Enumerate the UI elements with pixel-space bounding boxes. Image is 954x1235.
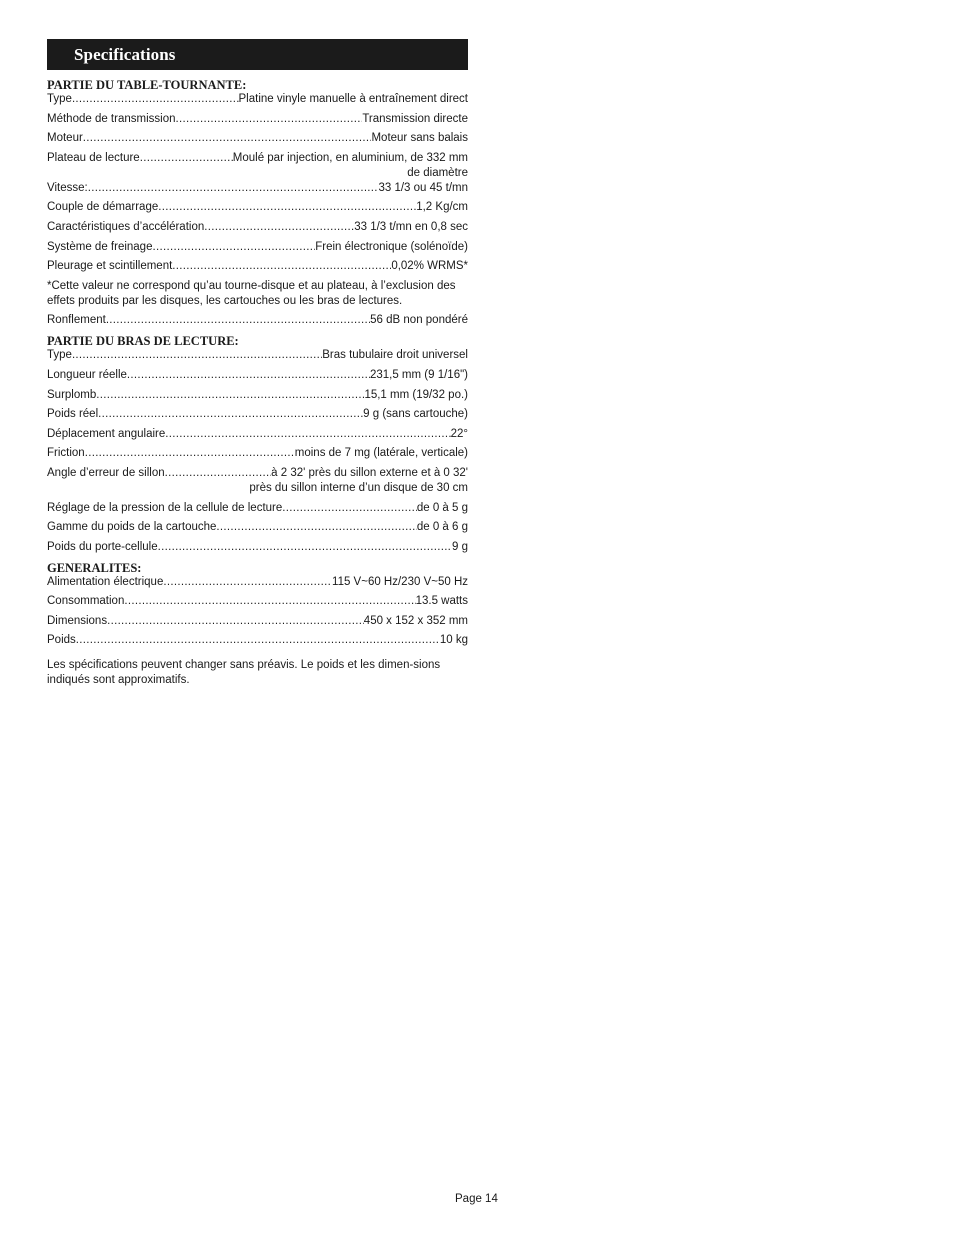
spec-value: Transmission directe — [362, 112, 468, 125]
spec-label: Poids — [47, 634, 76, 647]
dot-leader — [83, 131, 372, 146]
spec-value: 9 g (sans cartouche) — [363, 408, 468, 421]
spec-label: Surplomb — [47, 388, 97, 401]
spec-value: 33 1/3 ou 45 t/mn — [378, 181, 468, 194]
dot-leader — [158, 540, 452, 555]
spec-row — [47, 575, 468, 590]
dot-leader — [216, 520, 416, 535]
spec-value: 15,1 mm (19/32 po.) — [364, 388, 468, 401]
spec-row — [47, 131, 468, 146]
spec-value: 56 dB non pondéré — [370, 314, 468, 327]
page-number: Page 14 — [455, 1193, 498, 1205]
dot-leader — [282, 501, 417, 516]
section-title: PARTIE DU TABLE-TOURNANTE: — [47, 78, 247, 92]
spec-row — [47, 614, 468, 629]
dot-leader — [76, 633, 440, 648]
spec-label: Type — [47, 93, 72, 105]
dot-leader — [96, 388, 364, 403]
spec-value: 231,5 mm (9 1/16") — [369, 368, 468, 381]
dot-leader — [172, 259, 391, 274]
spec-label: Plateau de lecture — [47, 151, 140, 164]
spec-value: 0,02% WRMS* — [391, 260, 468, 273]
dot-leader — [72, 92, 239, 107]
spec-label: Consommation — [47, 595, 125, 608]
spec-value: moins de 7 mg (latérale, verticale) — [294, 447, 468, 460]
spec-label: Moteur — [47, 132, 83, 145]
spec-row — [47, 313, 468, 328]
dot-leader — [106, 313, 370, 328]
spec-label: Friction — [47, 447, 85, 460]
dot-leader — [127, 368, 370, 383]
spec-value: Moteur sans balais — [371, 132, 468, 145]
dot-leader — [85, 446, 295, 461]
spec-row — [47, 200, 468, 215]
spec-label: Réglage de la pression de la cellule de lecture — [47, 501, 283, 514]
dot-leader — [98, 407, 363, 422]
spec-value: de 0 à 6 g — [416, 521, 468, 534]
spec-row — [47, 259, 468, 274]
spec-value: à 2 32' près du sillon externe et à 0 32' — [271, 466, 468, 479]
dot-leader — [158, 200, 416, 215]
spec-row — [47, 446, 468, 461]
section-tonearm — [47, 334, 468, 554]
spec-label: Type — [47, 349, 72, 362]
dot-leader — [175, 112, 362, 127]
spec-value: 9 g — [452, 540, 468, 553]
spec-value: de 0 à 5 g — [416, 501, 468, 514]
spec-value-continuation: près du sillon interne d’un disque de 30 cm — [249, 481, 468, 494]
spec-label: Poids réel — [47, 408, 99, 421]
spec-label: Déplacement angulaire — [47, 427, 166, 440]
spec-row — [47, 92, 468, 107]
spec-row — [47, 466, 468, 496]
spec-value: 22° — [450, 427, 468, 440]
dot-leader — [152, 240, 315, 255]
spec-label: Vitesse: — [47, 181, 88, 194]
section-turntable — [47, 78, 468, 328]
spec-label: Poids du porte-cellule — [47, 540, 158, 553]
spec-row — [47, 540, 468, 555]
spec-row — [47, 594, 468, 609]
spec-value: Frein électronique (solénoïde) — [315, 240, 468, 253]
spec-row — [47, 501, 468, 516]
spec-label: Système de freinage — [47, 240, 153, 253]
spec-label: Ronflement — [47, 314, 106, 327]
spec-label: Dimensions — [47, 614, 108, 627]
spec-row — [47, 348, 468, 363]
header-bar — [47, 39, 468, 70]
dot-leader — [88, 181, 379, 196]
spec-value: 10 kg — [439, 634, 468, 647]
spec-label: Caractéristiques d’accélération — [47, 220, 205, 233]
spec-row — [47, 368, 468, 383]
spec-label: Couple de démarrage — [47, 201, 159, 214]
spec-row — [47, 181, 468, 196]
spec-value: 115 V~60 Hz/230 V~50 Hz — [332, 575, 468, 588]
spec-row — [47, 220, 468, 235]
section-title: PARTIE DU BRAS DE LECTURE: — [47, 334, 239, 349]
spec-row — [47, 407, 468, 422]
dot-leader — [204, 220, 354, 235]
spec-row — [47, 388, 468, 403]
spec-row — [47, 633, 468, 648]
spec-row — [47, 520, 468, 535]
spec-value-continuation: de diamètre — [407, 166, 468, 179]
spec-label: Gamme du poids de la cartouche — [47, 521, 217, 534]
spec-column — [47, 39, 468, 700]
dot-leader — [140, 151, 233, 166]
spec-value: 1,2 Kg/cm — [416, 201, 468, 214]
spec-note: *Cette valeur ne correspond qu’au tourne-disque et au plateau, à l’exclusion des effets produits par les disques, les cartouches ou les bras de lectures. — [47, 279, 456, 307]
spec-row — [47, 151, 468, 181]
spec-label: Angle d’erreur de sillon — [47, 466, 165, 479]
spec-value: 33 1/3 t/mn en 0,8 sec — [354, 220, 468, 233]
dot-leader — [107, 614, 364, 629]
dot-leader — [72, 348, 322, 363]
dot-leader — [165, 466, 272, 481]
spec-row — [47, 427, 468, 442]
spec-value: Platine vinyle manuelle à entraînement direct — [238, 93, 468, 105]
spec-label: Pleurage et scintillement — [47, 260, 173, 273]
spec-label: Méthode de transmission — [47, 112, 176, 125]
footnote: Les spécifications peuvent changer sans préavis. Le poids et les dimen-sions indiqués sont approximatifs. — [47, 659, 441, 687]
section-general — [47, 561, 468, 649]
spec-row — [47, 112, 468, 127]
page-title: Specifications — [74, 44, 176, 64]
dot-leader — [165, 427, 450, 442]
spec-row — [47, 240, 468, 255]
spec-value: 13.5 watts — [415, 595, 468, 608]
spec-value: Bras tubulaire droit universel — [322, 349, 468, 362]
section-title: GENERALITES: — [47, 560, 142, 575]
spec-label: Longueur réelle — [47, 368, 127, 381]
dot-leader — [124, 594, 415, 609]
dot-leader — [163, 575, 332, 590]
spec-value: 450 x 152 x 352 mm — [363, 614, 468, 627]
spec-label: Alimentation électrique — [47, 575, 164, 588]
spec-value: Moulé par injection, en aluminium, de 332 mm — [232, 151, 468, 164]
